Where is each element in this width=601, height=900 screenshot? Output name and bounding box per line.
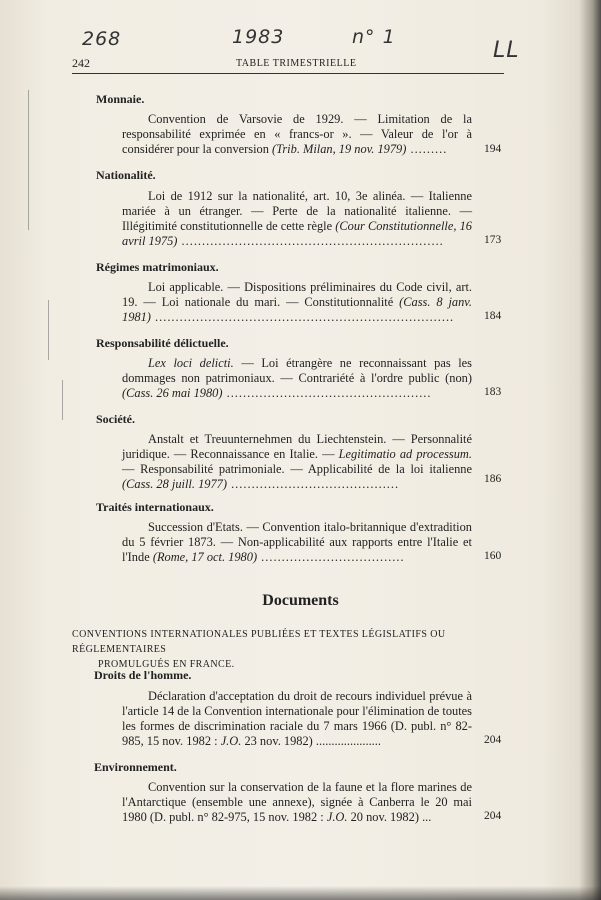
leader-dots: ......... (406, 142, 448, 156)
entry-reference: (Rome, 17 oct. 1980) (152, 550, 258, 564)
section-title: Environnement. (94, 760, 177, 774)
page-reference: 194 (484, 143, 502, 155)
entry-text: — Loi étrangère ne reconnaissant pas les dommages non patrimoniaux. — Contrariété à l'ordre public (non) (122, 356, 472, 385)
handwritten-issue: n° 1 (352, 26, 396, 48)
leader-dots: ......................................................................... (150, 310, 455, 324)
entry-text: Succession d'Etats. — Convention italo-britannique d'extradition du 5 février 1873. — Non-applicabilité aux rapports entre l'Italie et l'Inde (122, 520, 472, 564)
entry-reference: (Trib. Milan, 19 nov. 1979) (272, 142, 407, 156)
leader-dots: ......................................... (226, 477, 400, 491)
handwritten-initials: LL (493, 38, 520, 63)
documents-title: Documents (262, 592, 339, 609)
index-entry (122, 189, 472, 249)
page-reference: 173 (484, 234, 502, 246)
section-title: Régimes matrimoniaux. (96, 260, 219, 274)
entry-text: Loi applicable. — Dispositions préliminaires du Code civil, art. 19. — Loi nationale du mari. — Constitutionnalité (122, 280, 472, 309)
entry-text-continued: 20 nov. 1982) (347, 810, 419, 824)
index-entry (122, 520, 472, 565)
header-rule (72, 73, 504, 74)
entry-text-continued: 23 nov. 1982) (241, 734, 313, 748)
index-entry (122, 356, 472, 401)
entry-reference: (Cour Constitutionnelle, 16 avril 1975) (122, 219, 472, 248)
index-entry (122, 780, 472, 825)
bottom-edge-shadow (0, 886, 601, 900)
section-title: Nationalité. (96, 168, 156, 182)
entry-text-continued: — Responsabilité patrimoniale. — Applicabilité de la loi italienne (122, 462, 472, 476)
subheading-line1: CONVENTIONS INTERNATIONALES PUBLIÉES ET TEXTES LÉGISLATIFS OU RÉGLEMENTAIRES (72, 629, 446, 655)
page-number: 242 (72, 56, 90, 70)
leader-dots: ................................... (257, 550, 405, 564)
entry-reference: (Cass. 26 mai 1980) (122, 386, 223, 400)
page-reference: 204 (484, 734, 502, 746)
binding-shadow (579, 0, 601, 900)
leader-dots: ..................... (312, 734, 381, 748)
margin-mark (48, 300, 49, 360)
entry-text: Loi de 1912 sur la nationalité, art. 10, 3e alinéa. — Italienne mariée à un étranger. — Perte de la nationalité italienne. — Illégitimité constitutionnelle de cette règle (122, 189, 472, 233)
section-title: Droits de l'homme. (94, 668, 192, 682)
index-entry (122, 280, 472, 325)
entry-text: Convention sur la conservation de la faune et la flore marines de l'Antarctique (ensemble une annexe), signée à Canberra le 20 mai 1980 (D. publ. n° 82-975, 15 nov. 1982 : (122, 780, 472, 824)
index-entry (122, 112, 472, 157)
entry-reference: J.O. (220, 734, 242, 748)
page-reference: 160 (484, 550, 502, 562)
index-entry (122, 689, 472, 749)
margin-mark (62, 380, 63, 420)
leader-dots: ... (418, 810, 432, 824)
running-head: TABLE TRIMESTRIELLE (236, 58, 357, 69)
margin-mark (28, 90, 29, 230)
page-reference: 186 (484, 473, 502, 485)
section-title: Responsabilité délictuelle. (96, 336, 229, 350)
entry-lead-italic: Lex loci delicti. (148, 356, 234, 370)
index-entry (122, 432, 472, 492)
section-title: Traités internationaux. (96, 500, 214, 514)
entry-italic: Legitimatio ad processum. (338, 447, 472, 461)
entry-reference: (Cass. 8 janv. 1981) (122, 295, 472, 324)
leader-dots: ................................................................ (177, 234, 444, 248)
handwritten-year: 1983 (232, 26, 285, 48)
page-reference: 184 (484, 310, 502, 322)
entry-text: Anstalt et Treuunternehmen du Liechtenstein. — Personnalité juridique. — Reconnaissance en Italie. — (122, 432, 472, 461)
handwritten-note: 268 (82, 28, 122, 50)
leader-dots: .................................................. (222, 386, 432, 400)
entry-reference: J.O. (326, 810, 348, 824)
section-title: Société. (96, 412, 135, 426)
entry-reference: (Cass. 28 juill. 1977) (122, 477, 227, 491)
section-title: Monnaie. (96, 92, 145, 106)
subheading-line2: PROMULGUÉS EN FRANCE. (98, 659, 235, 670)
page-reference: 183 (484, 386, 502, 398)
page-reference: 204 (484, 810, 502, 822)
entry-text: Déclaration d'acceptation du droit de recours individuel prévue à l'article 14 de la Convention internationale pour l'élimination de toutes les formes de discrimination raciale du 7 mars 1966 (D. publ. n° 82-985, 15 nov. 1982 : (122, 689, 472, 748)
entry-text: Convention de Varsovie de 1929. — Limitation de la responsabilité exprimée en « francs-or ». — Valeur de l'or à considérer pour la conversion (122, 112, 472, 156)
documents-subheading (72, 627, 512, 672)
